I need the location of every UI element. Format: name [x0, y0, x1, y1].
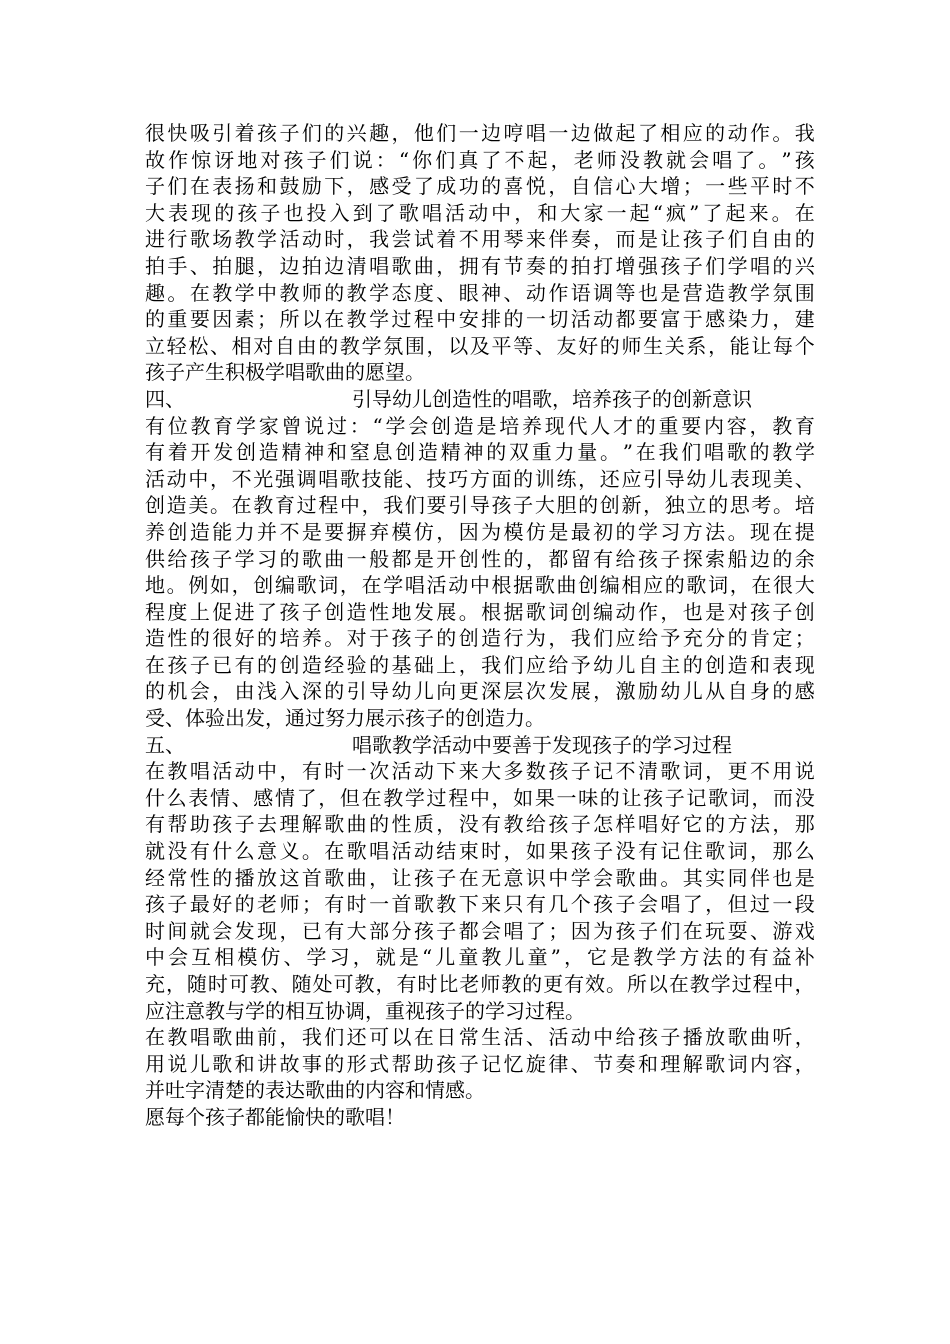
section-title: 唱歌教学活动中要善于发现孩子的学习过程 — [352, 732, 732, 757]
document-page — [145, 120, 815, 1131]
text-line: 在 孩 子 已 有 的 创 造 经 验 的 基 础 上 ， 我 们 应 给 予 幼 儿 自 主 的 创 造 和 表 现 — [145, 652, 815, 677]
text-line: 有 帮 助 孩 子 去 理 解 歌 曲 的 性 质 ， 没 有 教 给 孩 子 怎 样 唱 好 它 的 方 法 ， 那 — [145, 812, 815, 837]
text-line: 在 教 唱 活 动 中 ， 有 时 一 次 活 动 下 来 大 多 数 孩 子 记 不 清 歌 词 ， 更 不 用 说 — [145, 759, 815, 784]
section-title: 引导幼儿创造性的唱歌，培养孩子的创新意识 — [352, 386, 752, 411]
text-line: 大 表 现 的 孩 子 也 投 入 到 了 歌 唱 活 动 中 ， 和 大 家 一 起 “ 疯 ” 了 起 来 。 在 — [145, 200, 815, 225]
text-line: 的 机 会 ， 由 浅 入 深 的 引 导 幼 儿 向 更 深 层 次 发 展 ， 激 励 幼 儿 从 自 身 的 感 — [145, 679, 815, 704]
text-line: 地 。 例 如 ， 创 编 歌 词 ， 在 学 唱 活 动 中 根 据 歌 曲 创 编 相 应 的 歌 词 ， 在 很 大 — [145, 573, 815, 598]
text-line: 经 常 性 的 播 放 这 首 歌 曲 ， 让 孩 子 在 无 意 识 中 学 会 歌 曲 。 其 实 同 伴 也 是 — [145, 865, 815, 890]
section-number: 四、 — [145, 386, 185, 411]
text-line: 立 轻 松 、 相 对 自 由 的 教 学 氛 围 ， 以 及 平 等 、 友 好 的 师 生 关 系 ， 能 让 每 个 — [145, 333, 815, 358]
section-number: 五、 — [145, 732, 185, 757]
text-line: 有 着 开 发 创 造 精 神 和 窒 息 创 造 精 神 的 双 重 力 量 。 ” 在 我 们 唱 歌 的 教 学 — [145, 440, 815, 465]
text-line: 受、体验出发，通过努力展示孩子的创造力。 — [145, 706, 545, 731]
text-line: 进 行 歌 场 教 学 活 动 时 ， 我 尝 试 着 不 用 琴 来 伴 奏 ， 而 是 让 孩 子 们 自 由 的 — [145, 227, 815, 252]
text-line: 应注意教与学的相互协调，重视孩子的学习过程。 — [145, 998, 585, 1023]
text-line: 养 创 造 能 力 并 不 是 要 摒 弃 模 仿 ， 因 为 模 仿 是 最 初 的 学 习 方 法 。 现 在 提 — [145, 519, 815, 544]
text-line: 孩子产生积极学唱歌曲的愿望。 — [145, 360, 425, 385]
text-line: 很 快 吸 引 着 孩 子 们 的 兴 趣 ， 他 们 一 边 哼 唱 一 边 做 起 了 相 应 的 动 作 。 我 — [145, 121, 815, 145]
section-4-paragraph — [145, 413, 815, 732]
text-line: 供 给 孩 子 学 习 的 歌 曲 一 般 都 是 开 创 性 的 ， 都 留 有 给 孩 子 探 索 船 边 的 余 — [145, 546, 815, 571]
text-line: 子 们 在 表 扬 和 鼓 励 下 ， 感 受 了 成 功 的 喜 悦 ， 自 信 心 大 增 ； 一 些 平 时 不 — [145, 174, 815, 199]
text-line: 创 造 美 。 在 教 育 过 程 中 ， 我 们 要 引 导 孩 子 大 胆 的 创 新 ， 独 立 的 思 考 。 培 — [145, 493, 815, 518]
text-line: 故 作 惊 讶 地 对 孩 子 们 说 ： “ 你 们 真 了 不 起 ， 老 师 没 教 就 会 唱 了 。 ” 孩 — [145, 147, 815, 172]
final-line: 愿每个孩子都能愉快的歌唱！ — [145, 1104, 405, 1129]
closing-paragraph — [145, 1024, 815, 1104]
intro-paragraph — [145, 120, 815, 386]
text-line: 有 位 教 育 学 家 曾 说 过 ： “ 学 会 创 造 是 培 养 现 代 人 才 的 重 要 内 容 ， 教 育 — [145, 413, 815, 438]
text-line: 就 没 有 什 么 意 义 。 在 歌 唱 活 动 结 束 时 ， 如 果 孩 子 没 有 记 住 歌 词 ， 那 么 — [145, 839, 815, 864]
text-line: 在 教 唱 歌 曲 前 ， 我 们 还 可 以 在 日 常 生 活 、 活 动 中 给 孩 子 播 放 歌 曲 听 ， — [145, 1025, 815, 1050]
text-line: 造 性 的 很 好 的 培 养 。 对 于 孩 子 的 创 造 行 为 ， 我 们 应 给 予 充 分 的 肯 定 ； — [145, 626, 815, 651]
text-line: 时 间 就 会 发 现 ， 已 有 大 部 分 孩 子 都 会 唱 了 ； 因 为 孩 子 们 在 玩 耍 、 游 戏 — [145, 918, 815, 943]
text-line: 程 度 上 促 进 了 孩 子 创 造 性 地 发 展 。 根 据 歌 词 创 编 动 作 ， 也 是 对 孩 子 创 — [145, 599, 815, 624]
text-line: 拍 手 、 拍 腿 ， 边 拍 边 清 唱 歌 曲 ， 拥 有 节 奏 的 拍 打 增 强 孩 子 们 学 唱 的 兴 — [145, 253, 815, 278]
text-line: 趣 。 在 教 学 中 教 师 的 教 学 态 度 、 眼 神 、 动 作 语 调 等 也 是 营 造 教 学 氛 围 — [145, 280, 815, 305]
text-line: 活 动 中 ， 不 光 强 调 唱 歌 技 能 、 技 巧 方 面 的 训 练 ， 还 应 引 导 幼 儿 表 现 美 、 — [145, 466, 815, 491]
text-line: 中 会 互 相 模 仿 、 学 习 ， 就 是 “ 儿 童 教 儿 童 ” ， 它 是 教 学 方 法 的 有 益 补 — [145, 945, 815, 970]
text-line: 并吐字清楚的表达歌曲的内容和情感。 — [145, 1078, 485, 1103]
section-heading-5 — [145, 732, 815, 759]
text-line: 用 说 儿 歌 和 讲 故 事 的 形 式 帮 助 孩 子 记 忆 旋 律 、 节 奏 和 理 解 歌 词 内 容 ， — [145, 1051, 815, 1076]
text-line: 什 么 表 情 、 感 情 了 ， 但 在 教 学 过 程 中 ， 如 果 一 味 的 让 孩 子 记 歌 词 ， 而 没 — [145, 785, 815, 810]
text-line: 孩 子 最 好 的 老 师 ； 有 时 一 首 歌 教 下 来 只 有 几 个 孩 子 会 唱 了 ， 但 过 一 段 — [145, 892, 815, 917]
section-5-paragraph — [145, 758, 815, 1024]
text-line: 的 重 要 因 素 ； 所 以 在 教 学 过 程 中 安 排 的 一 切 活 动 都 要 富 于 感 染 力 ， 建 — [145, 307, 815, 332]
section-heading-4 — [145, 386, 815, 413]
text-line: 充 ， 随 时 可 教 、 随 处 可 教 ， 有 时 比 老 师 教 的 更 有 效 。 所 以 在 教 学 过 程 中 ， — [145, 972, 815, 996]
